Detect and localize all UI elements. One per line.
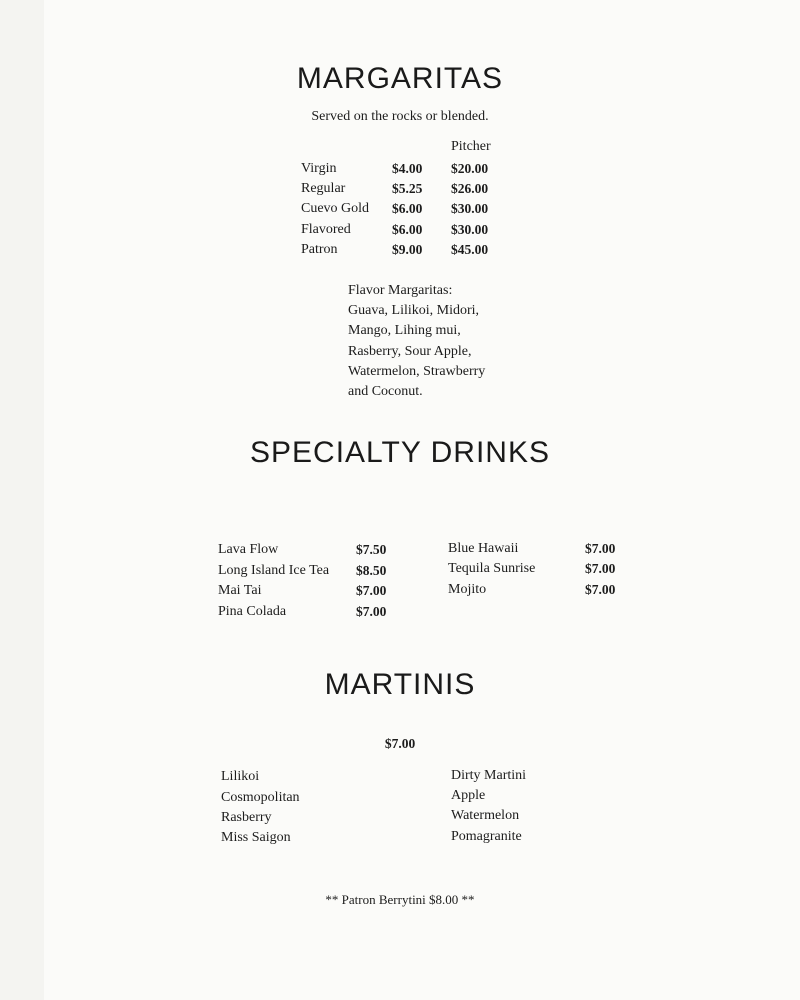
- martini-item: Lilikoi: [221, 769, 260, 784]
- martini-item: Dirty Martini: [451, 768, 527, 783]
- flavor-line: Guava, Lilikoi, Midori,: [348, 303, 480, 318]
- drink-price: $7.00: [356, 583, 387, 598]
- martini-item: Pomagranite: [451, 829, 522, 844]
- drink-name: Tequila Sunrise: [448, 561, 536, 576]
- margaritas-title: MARGARITAS: [296, 62, 504, 95]
- margarita-price: $6.00: [392, 201, 423, 216]
- margarita-name: Virgin: [301, 161, 337, 176]
- drink-price: $8.50: [356, 563, 387, 578]
- margaritas-subtitle: Served on the rocks or blended.: [311, 109, 489, 124]
- drink-name: Long Island Ice Tea: [218, 563, 330, 578]
- drink-name: Mojito: [448, 582, 487, 597]
- margarita-pitcher-price: $30.00: [451, 222, 489, 237]
- flavor-line: Mango, Lihing mui,: [348, 323, 461, 338]
- scan-edge: [0, 0, 44, 1000]
- specialty-drinks-title: SPECIALTY DRINKS: [250, 436, 550, 469]
- martinis-title: MARTINIS: [324, 668, 476, 701]
- pitcher-header: Pitcher: [451, 139, 491, 154]
- margarita-price: $5.25: [392, 181, 423, 196]
- flavor-line: Watermelon, Strawberry: [348, 364, 486, 379]
- martini-item: Cosmopolitan: [221, 790, 300, 805]
- drink-price: $7.00: [585, 561, 616, 576]
- margarita-name: Patron: [301, 242, 338, 257]
- flavor-line: Rasberry, Sour Apple,: [348, 344, 472, 359]
- drink-name: Pina Colada: [218, 604, 287, 619]
- margarita-price: $6.00: [392, 222, 423, 237]
- flavor-line: and Coconut.: [348, 384, 423, 399]
- margarita-pitcher-price: $30.00: [451, 201, 489, 216]
- margarita-pitcher-price: $45.00: [451, 242, 489, 257]
- flavor-line: Flavor Margaritas:: [348, 283, 453, 298]
- drink-name: Mai Tai: [218, 583, 262, 598]
- martini-item: Watermelon: [451, 808, 520, 823]
- margarita-name: Cuevo Gold: [301, 201, 370, 216]
- drink-price: $7.00: [585, 541, 616, 556]
- drink-price: $7.00: [356, 604, 387, 619]
- margarita-name: Flavored: [301, 222, 351, 237]
- margarita-pitcher-price: $26.00: [451, 181, 489, 196]
- margarita-name: Regular: [301, 181, 346, 196]
- margarita-price: $4.00: [392, 161, 423, 176]
- margarita-pitcher-price: $20.00: [451, 161, 489, 176]
- drink-name: Blue Hawaii: [448, 541, 519, 556]
- patron-berrytini-special: ** Patron Berrytini $8.00 **: [325, 892, 475, 907]
- martini-item: Miss Saigon: [221, 830, 291, 845]
- drink-name: Lava Flow: [218, 542, 279, 557]
- drink-price: $7.50: [356, 542, 387, 557]
- martinis-price: $7.00: [384, 736, 416, 751]
- margarita-price: $9.00: [392, 242, 423, 257]
- drink-price: $7.00: [585, 582, 616, 597]
- martini-item: Apple: [451, 788, 486, 803]
- martini-item: Rasberry: [221, 810, 272, 825]
